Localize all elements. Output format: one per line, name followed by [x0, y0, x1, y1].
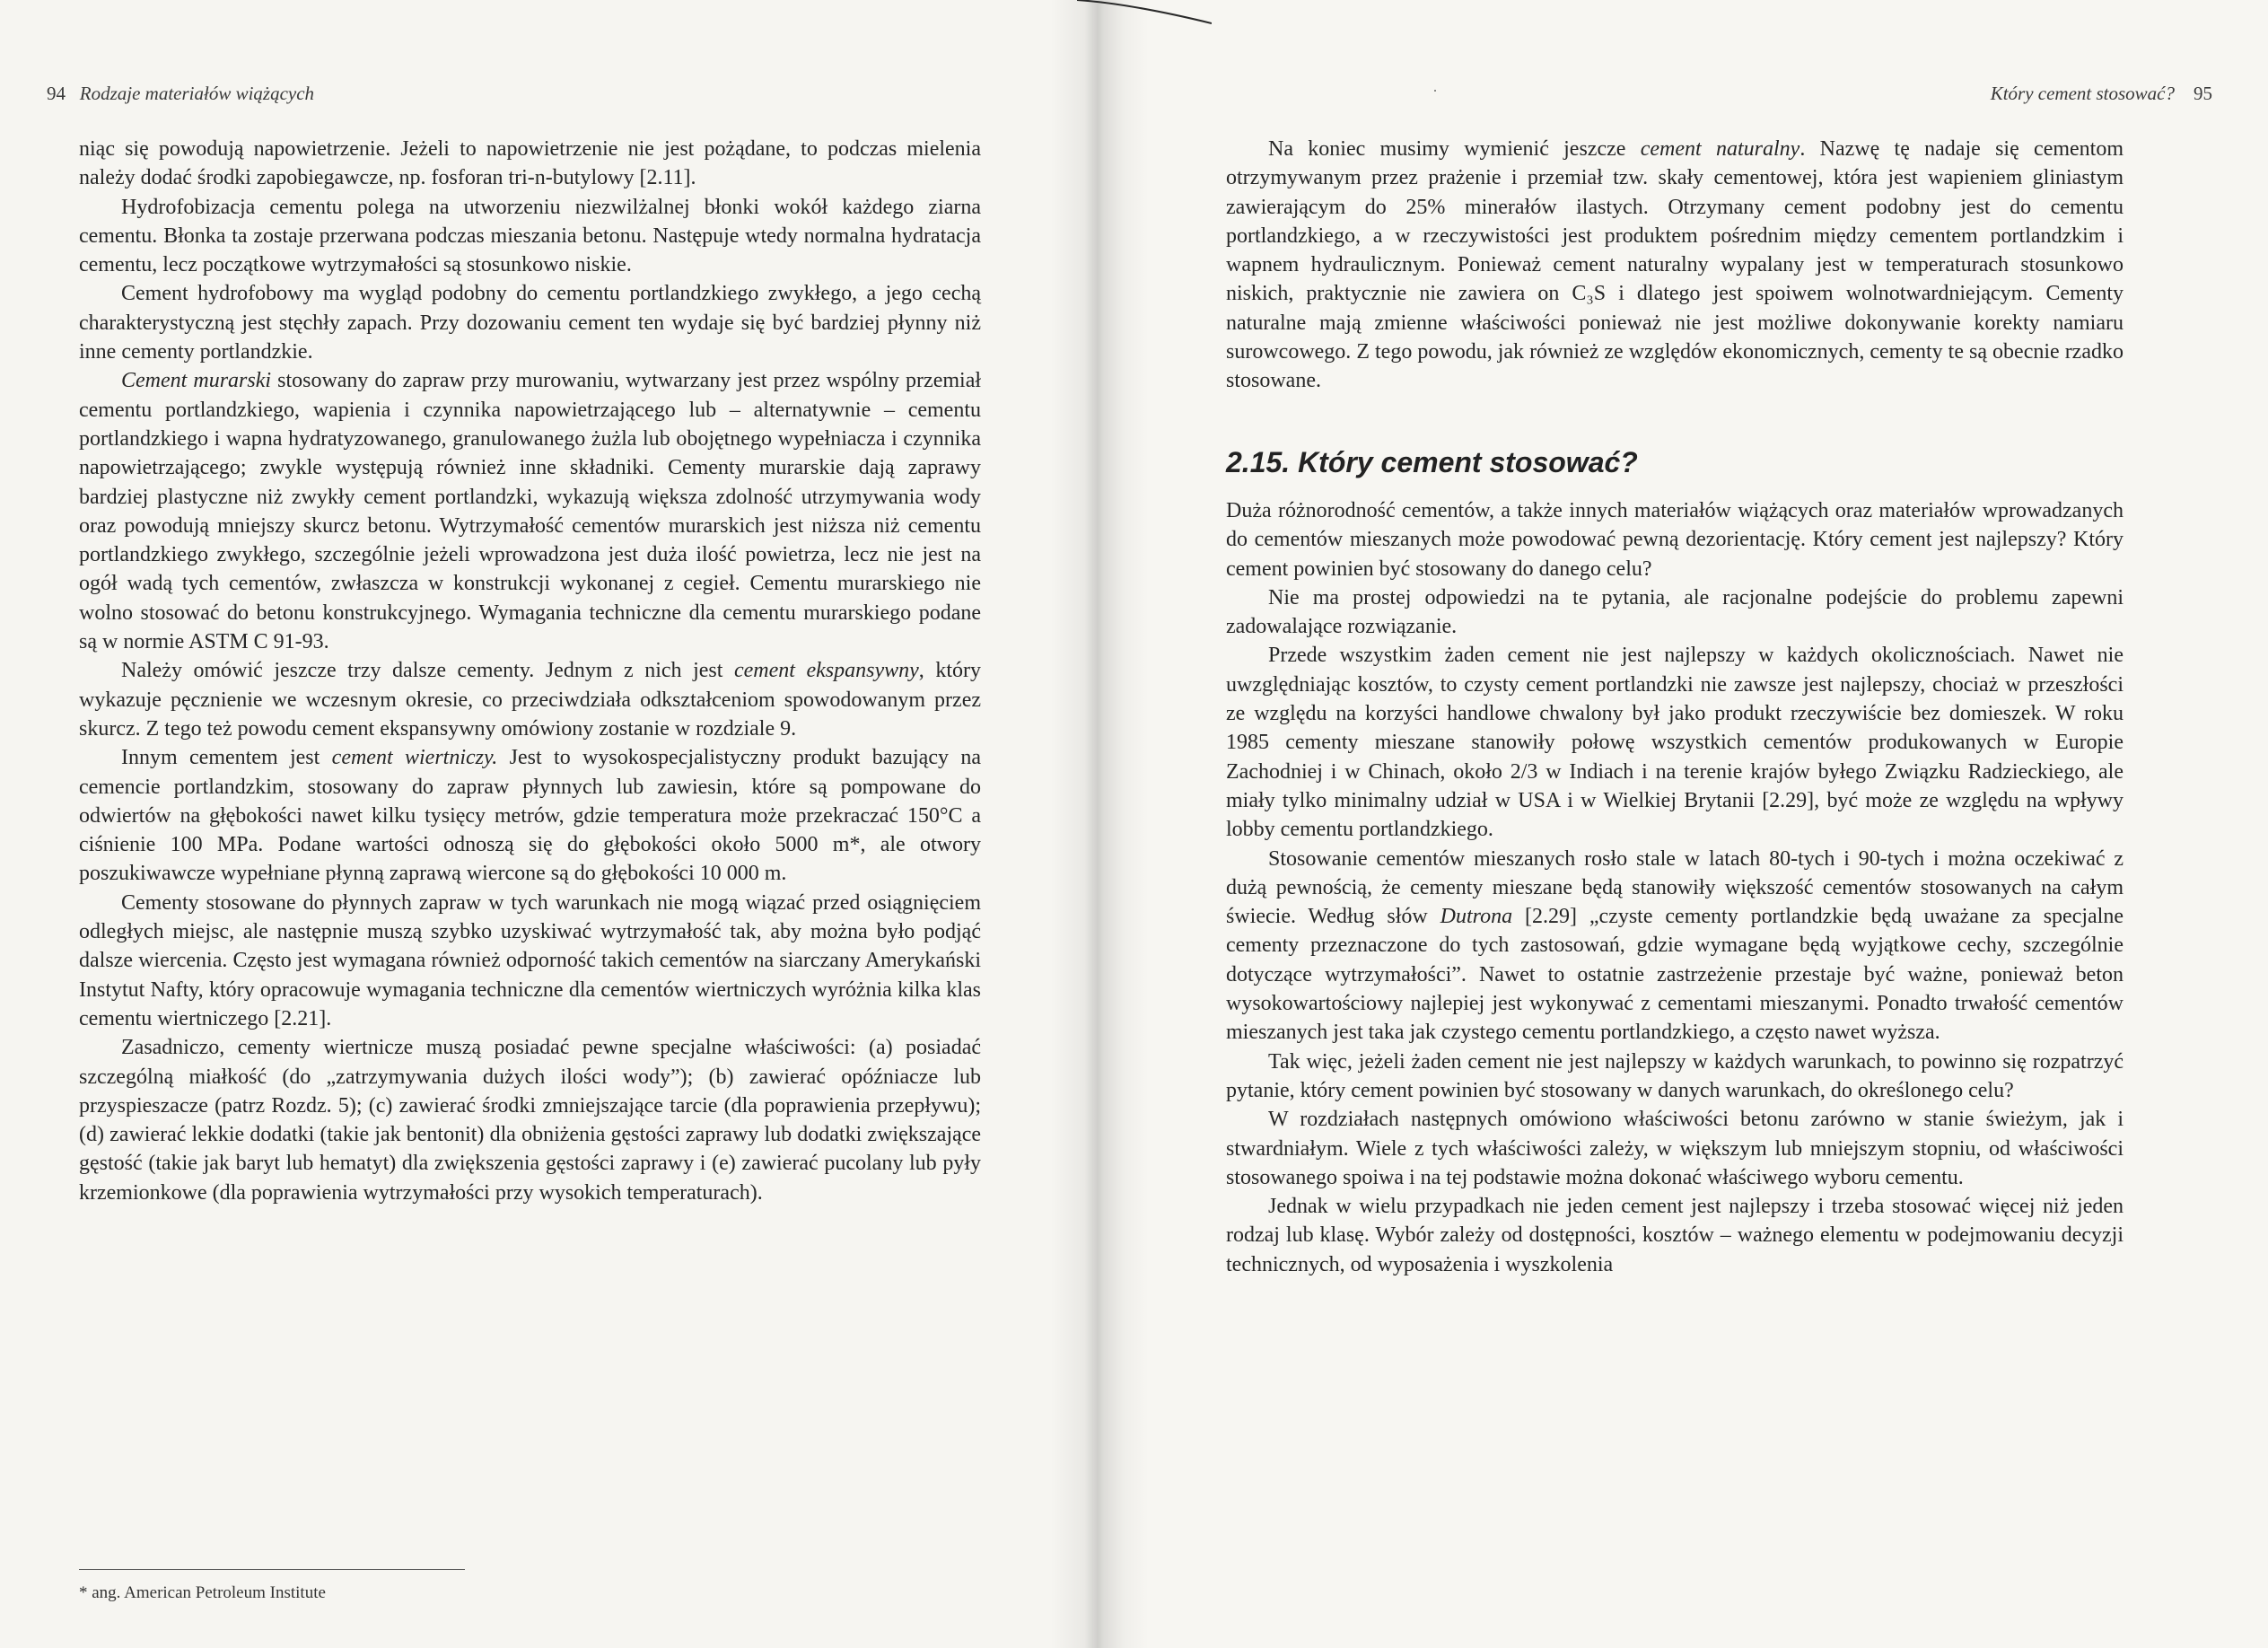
italic-term: Cement murarski: [121, 369, 272, 393]
italic-term: cement naturalny: [1640, 137, 1800, 161]
footnote-divider: [79, 1569, 465, 1570]
page-number: 94: [47, 83, 66, 104]
paragraph: niąc się powodują napowietrzenie. Jeżeli to napowietrzenie nie jest pożądane, to podczas mielenia należy dodać środki zapobiegawcze, np. fosforan tri-n-butylowy [2.11].: [79, 137, 981, 190]
italic-term: cement ekspansywny: [733, 659, 919, 683]
page-number: 95: [2194, 83, 2212, 104]
paragraph: Innym cementem jest cement wiertniczy. Jest to wysokospecjalistyczny produkt bazujący na cemencie portlandzkim, stosowany do zapraw płynnych lub zawiesin, które są pompowane do odwiertów na głębokości nawet kilku tysięcy metrów, gdzie temperatura może przekraczać 150°C a ciśnienie 100 MPa. Podane wartości odnoszą się do głębokości około 5000 m*, ale otwory poszukiwawcze wypełniane płynną zaprawą wiercone są do głębokości 10 000 m.: [79, 746, 981, 886]
paragraph: W rozdziałach następnych omówiono właściwości betonu zarówno w stanie świeżym, jak i stwardniałym. Wiele z tych właściwości zależy, w większym lub mniejszym stopniu, od właściwości stosowanego spoiwa i na tej podstawie można dokonać właściwego wyboru cementu.: [1226, 1108, 2124, 1189]
section-heading: 2.15. Który cement stosować?: [1226, 445, 1638, 478]
paragraph: Nie ma prostej odpowiedzi na te pytania, ale racjonalne podejście do problemu zapewni zadowalające rozwiązanie.: [1226, 585, 2124, 639]
italic-term: Dutrona: [1440, 905, 1513, 929]
paragraph: Jednak w wielu przypadkach nie jeden cement jest najlepszy i trzeba stosować więcej niż jeden rodzaj lub klasę. Wybór zależy od dostępności, kosztów – ważnego elementu w podejmowaniu decyzji technicznych, od wyposażenia i wyszkolenia: [1226, 1195, 2124, 1276]
left-page-header: [47, 83, 314, 105]
footnote: * ang. American Petroleum Institute: [79, 1583, 326, 1602]
left-page: [0, 0, 1093, 1648]
right-page-body: [1226, 135, 2124, 1279]
running-title: Który cement stosować?: [1990, 83, 2175, 104]
paragraph: Hydrofobizacja cementu polega na utworzeniu niezwilżalnej błonki wokół każdego ziarna cementu. Błonka ta zostaje przerwana podczas mieszania betonu. Następuje wtedy normalna hydratacja cementu, lecz początkowe wytrzymałości są stosunkowo niskie.: [79, 195, 981, 277]
paragraph: Tak więc, jeżeli żaden cement nie jest najlepszy w każdych warunkach, to powinno się rozpatrzyć pytanie, który cement powinien być stosowany w danych warunkach, do określonego celu?: [1226, 1049, 2124, 1102]
section-body: [1226, 496, 2124, 1279]
paragraph: Cementy stosowane do płynnych zapraw w tych warunkach nie mogą wiązać przed osiągnięciem odległych miejsc, ale następnie muszą szybko uzyskiwać wytrzymałość tak, aby można było podjąć dalsze wiercenia. Często jest wymagana również odporność takich cementów na siarczany Amerykański Instytut Nafty, który opracowuje wymagania techniczne dla cementów wiertniczych wyróżnia kilka klas cementu wiertniczego [2.21].: [79, 890, 981, 1030]
running-title: Rodzaje materiałów wiążących: [79, 83, 315, 104]
paragraph: Duża różnorodność cementów, a także innych materiałów wiążących oraz materiałów wprowadzanych do cementów mieszanych może powodować pewną dezorientację. Który cement jest najlepszy? Który cement powinien być stosowany do danego celu?: [1226, 498, 2124, 581]
paragraph: Zasadniczo, cementy wiertnicze muszą posiadać pewne specjalne właściwości: (a) posiadać szczególną miałkość (do „zatrzymywania dużych ilości wody”); (b) zawierać opóźniacze lub przyspieszacze (patrz Rozdz. 5); (c) zawierać środki zmniejszające tarcie (dla poprawienia przepływu); (d) zawierać lekkie dodatki (takie jak bentonit) dla obniżenia gęstości zaprawy lub dodatki zwiększające gęstość (takie jak baryt lub hematyt) dla zwiększenia gęstości zaprawy i (e) zawierać pucolany lub pyły krzemionkowe (dla poprawienia wytrzymałości przy wysokich temperaturach).: [79, 1036, 981, 1205]
right-page: [1093, 0, 2268, 1648]
page-curl-edge: [1077, 0, 1212, 25]
paragraph: Cement murarski stosowany do zapraw przy murowaniu, wytwarzany jest przez wspólny przemiał cementu portlandzkiego, wapienia i czynnika napowietrzającego lub – alternatywnie – cementu portlandzkiego i wapna hydratyzowanego, granulowanego żużla lub obojętnego wypełniacza i czynnika napowietrzającego; zwykle występują również inne składniki. Cementy murarskie dają zaprawy bardziej plastyczne niż zwykły cement portlandzki, wykazują większa zdolność utrzymywania wody oraz powodują mniejszy skurcz betonu. Wytrzymałość cementów murarskich jest niższa niż cementu portlandzkiego zwykłego, szczególnie jeżeli wprowadzona jest duża ilość powietrza, lecz nie jest na ogół wadą tych cementów, zwłaszcza w konstrukcji wykonanej z cegieł. Cementu murarskiego nie wolno stosować do betonu konstrukcyjnego. Wymagania techniczne dla cementu murarskiego podane są w normie ASTM C 91-93.: [79, 369, 982, 654]
scan-speck: [1434, 90, 1436, 92]
paragraph: Na koniec musimy wymienić jeszcze cement naturalny. Nazwę tę nadaje się cementom otrzymywanym przez prażenie i przemiał tzw. skały cementowej, która jest wapieniem gliniastym zawierającym do 25% minerałów ilastych. Otrzymany cement podobny jest do cementu portlandzkiego, a w rzeczywistości jest produktem pośrednim między cementem portlandzkim i wapnem hydraulicznym. Ponieważ cement naturalny wypalany jest w temperaturach stosunkowo niskich, praktycznie nie zawiera on C₃S i dlatego jest spoiwem wolnotwardniejącym. Cementy naturalne mają zmienne właściwości ponieważ nie jest możliwe dokonywanie korekty namiaru surowcowego. Z tego powodu, jak również ze względów ekonomicznych, cementy te są obecnie rzadko stosowane.: [1226, 137, 2124, 393]
left-page-body: [79, 135, 981, 1207]
paragraph: Cement hydrofobowy ma wygląd podobny do cementu portlandzkiego zwykłego, a jego cechą charakterystyczną jest stęchły zapach. Przy dozowaniu cement ten wydaje się być bardziej płynny niż inne cementy portlandzkie.: [79, 282, 981, 364]
paragraph: Stosowanie cementów mieszanych rosło stale w latach 80-tych i 90-tych i można oczekiwać z dużą pewnością, że cementy mieszane będą stanowiły większość cementów stosowanych na całym świecie. Według słów Dutrona [2.29] „czyste cementy portlandzkie będą uważane za specjalne cementy przeznaczone do tych zastosowań, gdzie wymagane będą wyjątkowe cechy, szczególnie dotyczące wytrzymałości”. Nawet to ostatnie zastrzeżenie przestaje być ważne, ponieważ beton wysokowartościowy najlepiej jest wykonywać z cementami mieszanymi. Ponadto trwałość cementów mieszanych jest taka jak czystego cementu portlandzkiego, a często nawet wyższa.: [1226, 846, 2124, 1045]
paragraph: Przede wszystkim żaden cement nie jest najlepszy w każdych okolicznościach. Nawet nie uwzględniając kosztów, to czysty cement portlandzki nie zawsze jest najlepszy, chociaż w przeszłości ze względu na korzyści handlowe chwalony był jako produkt rzeczywiście bez domieszek. W roku 1985 cementy mieszane stanowiły połowę wszystkich cementów produkowanych w Europie Zachodniej i w Chinach, około 2/3 w Indiach i na terenie krajów byłego Związku Radzieckiego, ale miały tylko minimalny udział w USA i w Wielkiej Brytanii [2.29], być może ze względu na wpływy lobby cementu portlandzkiego.: [1226, 644, 2124, 842]
paragraph: Należy omówić jeszcze trzy dalsze cementy. Jednym z nich jest cement ekspansywny, który wykazuje pęcznienie we wczesnym okresie, co przeciwdziała odkształceniom spowodowanym przez skurcz. Z tego też powodu cement ekspansywny omówiony zostanie w rozdziale 9.: [79, 659, 981, 741]
italic-term: cement wiertniczy.: [331, 746, 498, 770]
right-page-header: [1991, 83, 2212, 105]
book-gutter-shadow: [1050, 0, 1149, 1648]
